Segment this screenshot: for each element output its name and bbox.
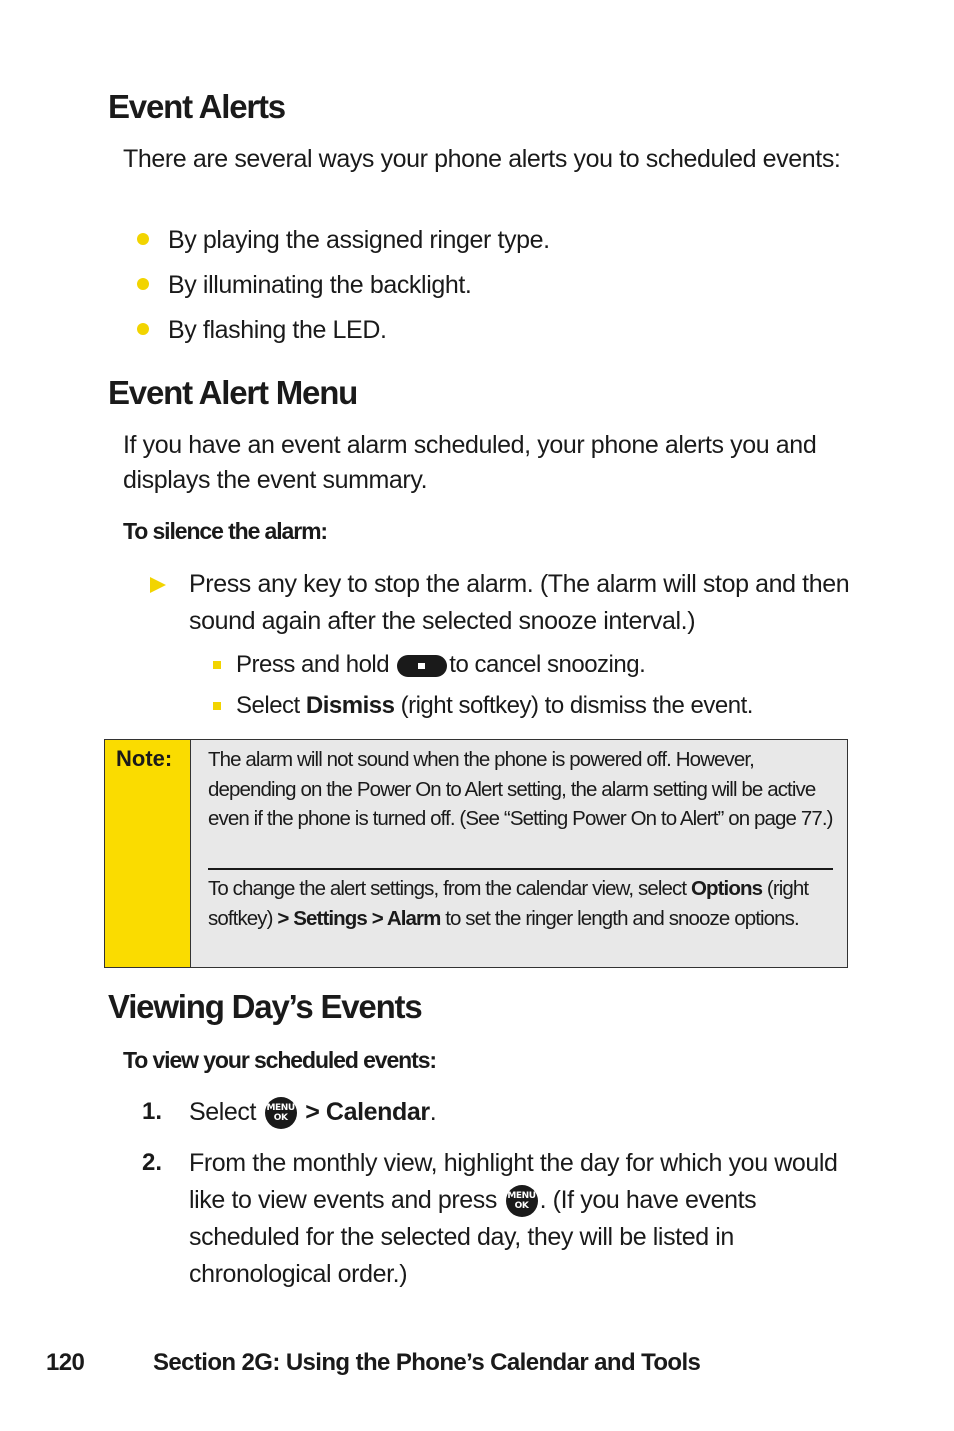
note-paragraph-2 — [208, 874, 833, 933]
footer-section-title: Section 2G: Using the Phone’s Calendar and Tools — [153, 1349, 701, 1376]
bullet-item: By flashing the LED. — [168, 316, 387, 344]
bullet-dot-icon — [137, 233, 149, 245]
sub-bullet-text: Press and hold — [236, 651, 390, 678]
heading-viewing-days-events: Viewing Day’s Events — [108, 988, 422, 1025]
heading-event-alerts: Event Alerts — [108, 88, 285, 125]
note-paragraph-1: The alarm will not sound when the phone is powered off. However, depending on the Power On to Alert setting, the alarm setting will be active even if the phone is turned off. (See “Setting Power On to Alert” on page 77.) — [208, 748, 833, 830]
dismiss-softkey-label: Dismiss — [305, 692, 395, 719]
sub-bullet-text: Select — [236, 692, 300, 719]
sub-bullet-text: to cancel snoozing. — [449, 651, 646, 678]
step-number: 2. — [142, 1149, 163, 1176]
sub-bullet-square-icon — [213, 661, 221, 669]
sub-bullet-square-icon — [213, 702, 221, 710]
step-arrow-icon — [150, 577, 166, 593]
end-key-icon — [397, 655, 447, 677]
bullet-item: By illuminating the backlight. — [168, 271, 472, 299]
page-number: 120 — [46, 1349, 85, 1376]
step-text: From the monthly view, highlight the day for which you would like to view events and press — [189, 1149, 838, 1214]
note-text: To change the alert settings, from the calendar view, select — [208, 877, 687, 900]
note-label: Note: — [105, 740, 191, 967]
note-divider — [208, 868, 833, 870]
step-1-text — [189, 1094, 859, 1131]
note-text: to set the ringer length and snooze options. — [445, 906, 799, 930]
sub-bullet-dismiss — [236, 691, 753, 721]
step-text: . — [429, 1098, 437, 1126]
note-box — [104, 739, 848, 968]
settings-alarm-path: > Settings > Alarm — [277, 906, 441, 930]
sub-bullet-text: (right softkey) to dismiss the event. — [400, 692, 753, 719]
subhead-view-events: To view your scheduled events: — [123, 1047, 436, 1073]
sub-bullet-press-hold — [236, 650, 645, 680]
event-alert-menu-intro: If you have an event alarm scheduled, your phone alerts you and displays the event summary. — [123, 431, 817, 494]
heading-event-alert-menu: Event Alert Menu — [108, 374, 358, 411]
step-text: Select — [189, 1098, 257, 1126]
event-alerts-intro: There are several ways your phone alerts you to scheduled events: — [123, 145, 841, 173]
subhead-silence-alarm: To silence the alarm: — [123, 518, 327, 544]
step-number: 1. — [142, 1098, 163, 1125]
menu-ok-key-icon: MENU OK — [506, 1185, 538, 1217]
step-2-text — [189, 1145, 859, 1293]
note-text: (right softkey) — [208, 877, 809, 930]
options-softkey-label: Options — [690, 877, 763, 900]
calendar-menu-path: > Calendar — [305, 1098, 430, 1126]
menu-ok-key-icon: MENU OK — [265, 1097, 297, 1129]
bullet-item: By playing the assigned ringer type. — [168, 226, 550, 254]
silence-step-text: Press any key to stop the alarm. (The alarm will stop and then sound again after the selected snooze interval.) — [189, 570, 850, 635]
bullet-dot-icon — [137, 323, 149, 335]
step-text: . (If you have events scheduled for the selected day, they will be listed in chronological order.) — [189, 1186, 757, 1288]
bullet-dot-icon — [137, 278, 149, 290]
